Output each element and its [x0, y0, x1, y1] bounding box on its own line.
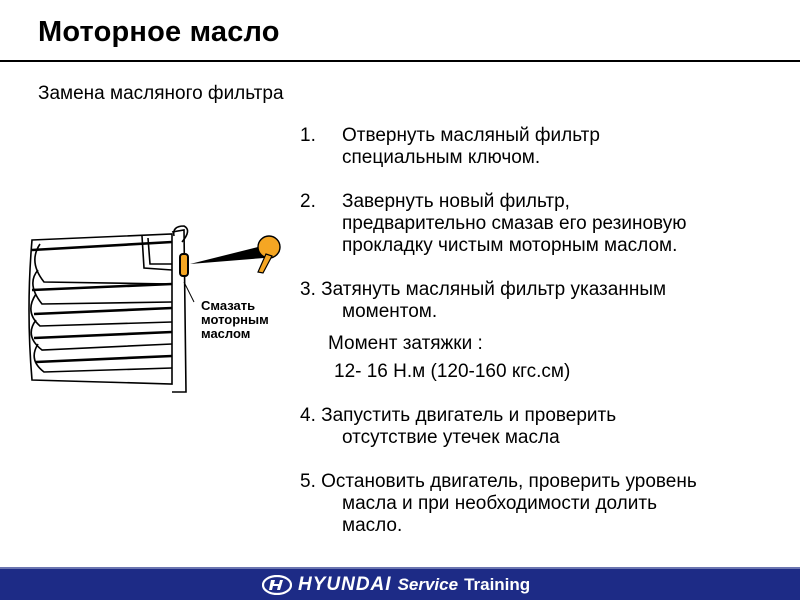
- title-divider: [0, 60, 800, 62]
- step-text-cont: масло.: [342, 515, 403, 536]
- step-3: [300, 279, 790, 383]
- step-text: Запустить двигатель и проверить: [321, 405, 617, 426]
- footer-brand: [262, 574, 530, 596]
- step-text: Отвернуть масляный фильтр: [342, 125, 600, 146]
- step-1: [300, 125, 790, 169]
- brand-service: Service: [397, 575, 459, 594]
- step-2: [300, 191, 790, 257]
- step-4: [300, 405, 790, 449]
- step-text-cont: специальным ключом.: [342, 147, 541, 168]
- step-number: 1.: [300, 125, 316, 146]
- step-number: 5.: [300, 471, 316, 492]
- instruction-list: [300, 125, 790, 559]
- callout-line-3: маслом: [201, 326, 251, 341]
- callout-line-2: моторным: [201, 312, 269, 327]
- step-text: Остановить двигатель, проверить уровень: [321, 471, 697, 492]
- callout-line-1: Смазать: [201, 298, 256, 313]
- brand-training: Training: [464, 575, 531, 594]
- brand-name: HYUNDAI: [298, 574, 392, 595]
- page-subtitle: Замена масляного фильтра: [38, 83, 284, 104]
- page-title: Моторное масло: [38, 16, 280, 48]
- step-text: Затянуть масляный фильтр указанным: [321, 279, 667, 300]
- torque-value: 12- 16 Н.м (120-160 кгс.см): [334, 361, 571, 382]
- lubricate-callout: [201, 299, 269, 341]
- hyundai-logo-icon: [262, 575, 292, 595]
- step-text-cont: моментом.: [342, 301, 438, 322]
- step-number: 4.: [300, 405, 316, 426]
- step-5: [300, 471, 790, 537]
- step-number: 2.: [300, 191, 316, 212]
- step-text-cont: масла и при необходимости долить: [342, 493, 657, 514]
- step-number: 3.: [300, 279, 316, 300]
- step-text: Завернуть новый фильтр,: [342, 191, 570, 212]
- footer-strip: [0, 567, 800, 569]
- step-text-cont: предварительно смазав его резиновую: [342, 213, 687, 234]
- torque-label: Момент затяжки :: [328, 333, 483, 354]
- step-text-cont: отсутствие утечек масла: [342, 427, 560, 448]
- step-text-cont: прокладку чистым моторным маслом.: [342, 235, 678, 256]
